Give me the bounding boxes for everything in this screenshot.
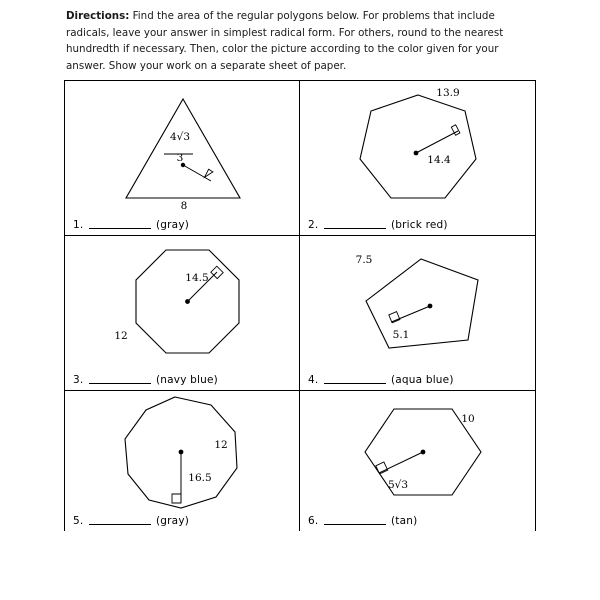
answer-line-1[interactable] [73, 217, 189, 231]
answer-blank-4[interactable] [324, 372, 386, 384]
label-side-2: 13.9 [436, 87, 460, 99]
problem-number-3: 3. [73, 374, 84, 386]
figure-decagon [65, 391, 299, 531]
answer-line-4[interactable] [308, 372, 454, 386]
answer-line-6[interactable] [308, 513, 417, 527]
label-side-4: 7.5 [355, 254, 373, 266]
figure-hexagon [300, 391, 535, 531]
problem-number-6: 6. [308, 515, 319, 527]
answer-line-5[interactable] [73, 513, 189, 527]
figure-heptagon [300, 81, 535, 235]
problem-row-2 [65, 236, 535, 391]
answer-line-3[interactable] [73, 372, 218, 386]
label-side-6: 10 [461, 413, 475, 425]
answer-line-2[interactable] [308, 217, 448, 231]
answer-blank-3[interactable] [89, 372, 151, 384]
problem-cell-3 [65, 236, 300, 390]
problem-cell-4 [300, 236, 535, 390]
answer-color-3: (navy blue) [156, 374, 218, 386]
answer-color-5: (gray) [156, 515, 190, 527]
figure-octagon [65, 236, 299, 390]
answer-blank-5[interactable] [89, 513, 151, 525]
answer-blank-2[interactable] [324, 217, 386, 229]
problem-cell-2 [300, 81, 535, 235]
answer-blank-1[interactable] [89, 217, 151, 229]
answer-color-6: (tan) [391, 515, 418, 527]
problem-cell-6 [300, 391, 535, 531]
label-apothem-2: 14.4 [427, 154, 451, 166]
problem-number-4: 4. [308, 374, 319, 386]
directions-label: Directions: [66, 10, 130, 22]
figure-pentagon [300, 236, 535, 390]
label-apothem-numerator-1: 4√3 [169, 131, 191, 143]
problem-number-2: 2. [308, 219, 319, 231]
problem-row-1 [65, 81, 535, 236]
label-apothem-4: 5.1 [392, 329, 410, 341]
answer-color-2: (brick red) [391, 219, 448, 231]
label-side-3: 12 [114, 330, 128, 342]
label-side-5: 12 [214, 439, 228, 451]
problem-number-5: 5. [73, 515, 84, 527]
answer-blank-6[interactable] [324, 513, 386, 525]
label-apothem-5: 16.5 [188, 472, 212, 484]
label-apothem-3: 14.5 [185, 272, 209, 284]
directions-paragraph [66, 8, 536, 75]
directions-text: Find the area of the regular polygons below. For problems that include radicals, leave your answer in simplest radical form. For others, round to the nearest hundredth if necessary. Then, color the picture according to the color given for your answer. Show your work on a separate sheet of paper. [66, 10, 504, 73]
figure-triangle [65, 81, 299, 235]
label-side-1: 8 [180, 200, 188, 212]
problems-grid [64, 80, 536, 531]
answer-color-1: (gray) [156, 219, 190, 231]
problem-number-1: 1. [73, 219, 84, 231]
problem-cell-5 [65, 391, 300, 531]
label-apothem-6: 5√3 [387, 479, 409, 491]
problem-cell-1 [65, 81, 300, 235]
label-apothem-denominator-1: 3 [176, 152, 184, 164]
answer-color-4: (aqua blue) [391, 374, 454, 386]
problem-row-3 [65, 391, 535, 531]
